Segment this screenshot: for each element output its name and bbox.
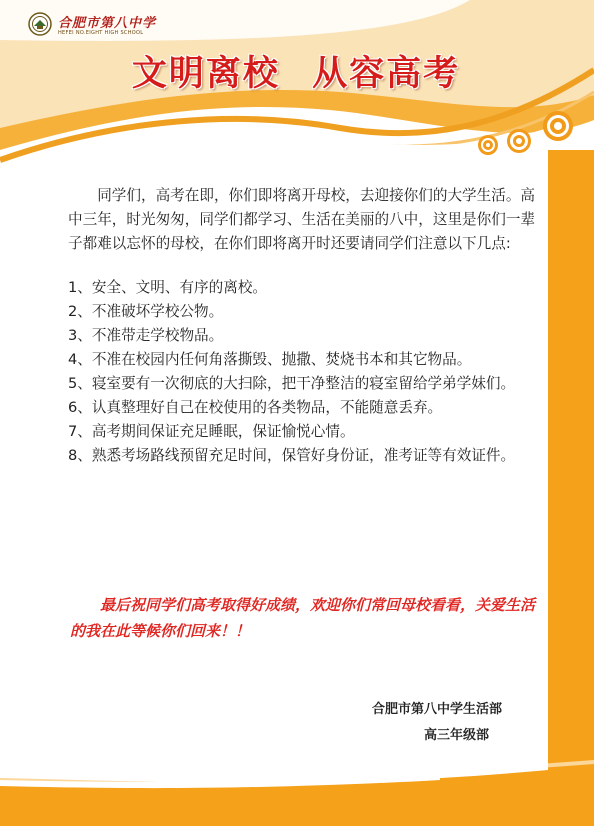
closing-message: 最后祝同学们高考取得好成绩，欢迎你们常回母校看看，关爱生活的我在此等候你们回来！！ — [70, 596, 536, 640]
rules-list — [68, 276, 538, 468]
school-emblem-icon — [28, 12, 52, 36]
list-item: 3、不准带走学校物品。 — [68, 327, 224, 344]
list-item: 1、安全、文明、有序的离校。 — [68, 279, 268, 296]
intro-paragraph: 同学们，高考在即，你们即将离开母校，去迎接你们的大学生活。高中三年，时光匆匆，同学们都学习、生活在美丽的八中，这里是你们一辈子都难以忘怀的母校，在你们即将离开时还要请同学们注意以下几点: — [68, 187, 536, 252]
list-item: 5、寝室要有一次彻底的大扫除，把干净整洁的寝室留给学弟学妹们。 — [68, 375, 516, 392]
list-item: 7、高考期间保证充足睡眠，保证愉悦心情。 — [68, 423, 355, 440]
list-item: 6、认真整理好自己在校使用的各类物品，不能随意丢弃。 — [68, 399, 443, 416]
signature-department: 合肥市第八中学生活部 — [372, 702, 503, 717]
notice-body — [68, 184, 538, 468]
list-item: 4、不准在校园内任何角落撕毁、抛撒、焚烧书本和其它物品。 — [68, 351, 472, 368]
list-item: 2、不准破坏学校公物。 — [68, 303, 224, 320]
poster-title: 文明离校 从容高考 — [131, 54, 461, 94]
school-name: 合肥市第八中学 — [58, 16, 157, 31]
signature-grade: 高三年级部 — [424, 728, 490, 743]
list-item: 8、熟悉考场路线预留充足时间，保管好身份证，准考证等有效证件。 — [68, 447, 516, 464]
school-name-english: HEFEI NO.EIGHT HIGH SCHOOL — [58, 30, 144, 36]
